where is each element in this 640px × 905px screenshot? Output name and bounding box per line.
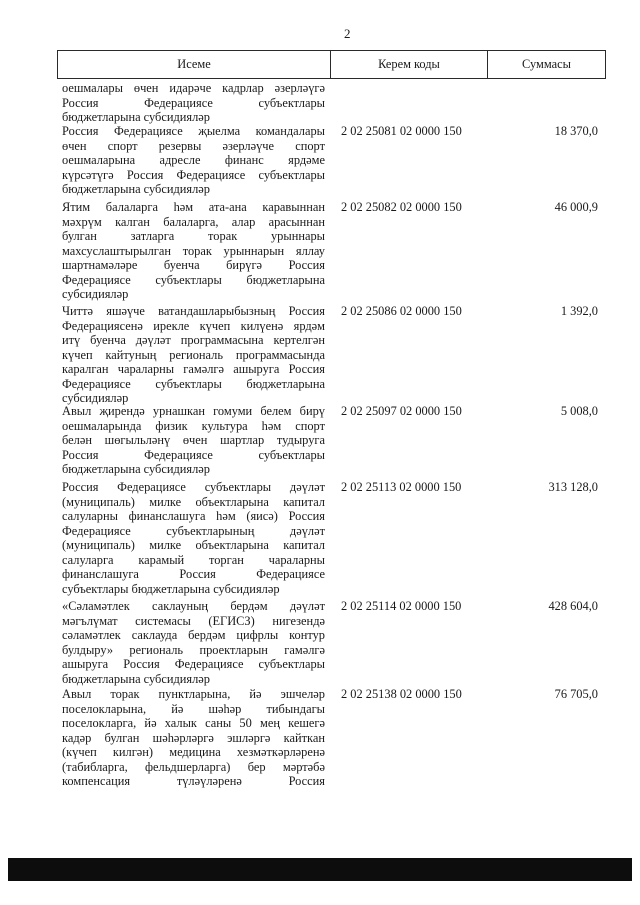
column-header-code: Керем коды — [330, 51, 487, 78]
row-name-line: Авыл торак пунктларына, йә эшчеләр — [62, 687, 325, 701]
row-name-line: бюджетларына субсидияләр — [62, 182, 210, 196]
row-name-line: поселокларына, йә шәһәр тибындагы — [62, 701, 325, 716]
row-name-line: бюджетларына субсидияләр — [62, 110, 210, 124]
row-name-line: Федерациясе субъектларының дәүләт — [62, 523, 325, 538]
scan-edge-bar — [8, 858, 632, 881]
row-name-line: булдыру» региональ проектларын гамәлгә — [62, 642, 325, 657]
row-sum: 76 705,0 — [554, 687, 598, 701]
row-name-line: «Сәламәтлек саклауның бердәм дәүләт — [62, 599, 325, 613]
row-name-line: Федерациясе субъектлары бюджетларына — [62, 272, 325, 287]
row-name-line: (күчеп килгән) медицина хезмәткәрләренә — [62, 745, 325, 759]
row-code: 2 02 25097 02 0000 150 — [341, 404, 462, 418]
row-name-line: Россия Федерациясе субъектлары — [62, 95, 325, 110]
row-name-line: Россия Федерациясе субъектлары дәүләт — [62, 480, 325, 494]
row-name-line: ашыруга Россия Федерациясе субъектлары — [62, 657, 325, 671]
row-sum: 18 370,0 — [554, 124, 598, 138]
row-name-line: Россия Федерациясе җыелма командалары — [62, 124, 325, 138]
row-sum: 1 392,0 — [560, 304, 598, 318]
row-name-line: күчеп кайтуның региональ программасында — [62, 347, 325, 362]
row-name-line: салуларга карамый торган чараларны — [62, 552, 325, 567]
row-name-line: оешмалары өчен идарәче кадрлар әзерләүгә — [62, 81, 325, 95]
row-name-line: каралган чараларны гамәлгә ашыруга Россия — [62, 362, 325, 376]
row-name — [62, 200, 325, 302]
row-name-line: Федерациясенә ирекле күчеп килүенә ярдәм — [62, 318, 325, 333]
row-name-line: бюджетларына субсидияләр — [62, 671, 210, 686]
table-header — [57, 50, 606, 79]
row-name-line: (табибларга, фельдшерларга) бер мәртәбә — [62, 759, 325, 774]
row-name-line: Авыл җирендә урнашкан гомуми белем бирү — [62, 404, 325, 418]
row-sum: 313 128,0 — [548, 480, 598, 494]
row-name-line: белән шөгыльләнү өчен шартлар тудыруга — [62, 433, 325, 447]
row-sum: 428 604,0 — [548, 599, 598, 613]
row-name-line: компенсация түләүләренә Россия — [62, 774, 325, 788]
row-name-line: Россия Федерациясе субъектлары — [62, 447, 325, 462]
row-code: 2 02 25081 02 0000 150 — [341, 124, 462, 138]
row-name — [62, 124, 325, 197]
row-name — [62, 404, 325, 477]
row-sum: 46 000,9 — [554, 200, 598, 214]
row-name-line: шартнамәләре буенча бирүгә Россия — [62, 258, 325, 272]
row-code: 2 02 25082 02 0000 150 — [341, 200, 462, 214]
row-name-line: субсидияләр — [62, 391, 129, 405]
row-name-line: кадәр булган шәһәрләргә эшләргә кайткан — [62, 730, 325, 745]
row-name-line: бюджетларына субсидияләр — [62, 462, 210, 476]
row-name — [62, 480, 325, 596]
row-name-line: булган затларга торак урыннары — [62, 229, 325, 243]
row-name — [62, 687, 325, 789]
row-code: 2 02 25113 02 0000 150 — [341, 480, 462, 494]
row-name-line: субъектлары бюджетларына субсидияләр — [62, 581, 280, 596]
row-name — [62, 599, 325, 686]
row-name-line: (муниципаль) милке объектларына капитал — [62, 538, 325, 552]
row-name-line: поселокларга, йә халык саны 50 мең кешегә — [62, 716, 325, 730]
row-name-line: күрсәтүгә Россия Федерациясе субъектлары — [62, 167, 325, 182]
row-name-line: салуларны финанслашуга һәм (яисә) Россия — [62, 509, 325, 523]
row-name-line: субсидияләр — [62, 287, 129, 301]
row-name-line: Ятим балаларга һәм ата-ана каравыннан — [62, 200, 325, 214]
row-name-line: өчен спорт резервы әзерләүче спорт — [62, 138, 325, 153]
row-name-line: итү буенча дәүләт программасына кертелгән — [62, 333, 325, 347]
row-name-line: Читтә яшәүче ватандашларыбызның Россия — [62, 304, 325, 318]
row-name-line: сәламәтлек саклауда бердәм цифрлы контур — [62, 628, 325, 642]
row-name — [62, 304, 325, 406]
row-code: 2 02 25114 02 0000 150 — [341, 599, 462, 613]
row-name-line: оешмаларына адресле финанс ярдәме — [62, 153, 325, 167]
row-name-line: мәгълүмат системасы (ЕГИСЗ) нигезендә — [62, 613, 325, 628]
row-name — [62, 81, 325, 125]
column-header-sum: Суммасы — [487, 51, 605, 78]
row-name-line: Федерациясе субъектлары бюджетларына — [62, 376, 325, 391]
row-code: 2 02 25086 02 0000 150 — [341, 304, 462, 318]
page-number: 2 — [344, 26, 351, 41]
row-code: 2 02 25138 02 0000 150 — [341, 687, 462, 701]
row-name-line: (муниципаль) милке объектларына капитал — [62, 494, 325, 509]
row-sum: 5 008,0 — [560, 404, 598, 418]
row-name-line: махсуслаштырылган торак урыннарын яллау — [62, 243, 325, 258]
row-name-line: мәхрүм калган балаларга, алар арасыннан — [62, 214, 325, 229]
row-name-line: оешмаларында физик культура һәм спорт — [62, 418, 325, 433]
row-name-line: финанслашуга Россия Федерациясе — [62, 567, 325, 581]
column-header-name: Исеме — [177, 57, 211, 71]
